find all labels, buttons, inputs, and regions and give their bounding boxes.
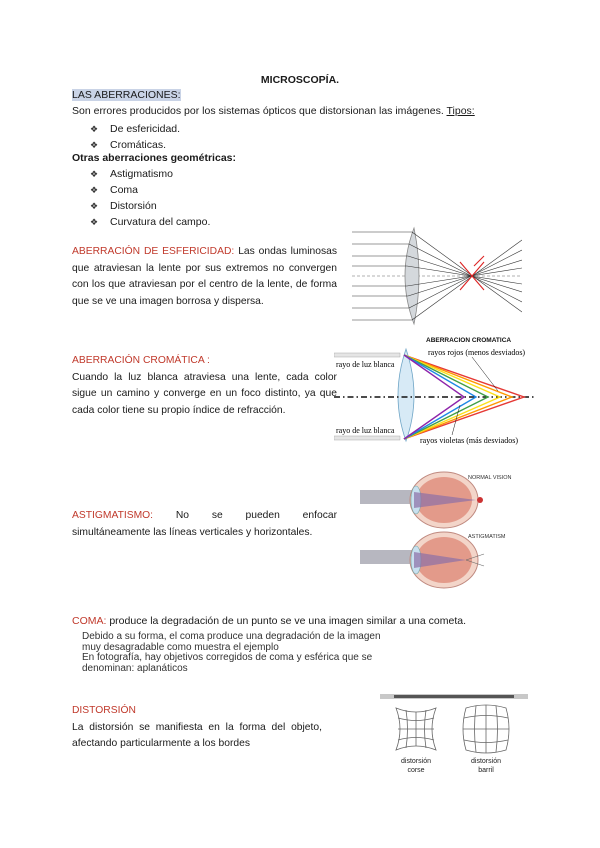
tipos-label: Tipos:	[446, 105, 475, 117]
astigmatismo-section	[72, 508, 337, 541]
distorsion-text: La distorsión se manifiesta en la forma del objeto, afectando particularmente a los bordes	[72, 721, 322, 749]
coma-text: produce la degradación de un punto se ve una imagen similar a una cometa.	[109, 615, 466, 627]
astigmatismo-text: No se pueden enfocar simultáneamente las líneas verticales y horizontales.	[72, 510, 337, 538]
distorsion-corse-grid	[396, 708, 436, 750]
rayos-rojos-label: rayos rojos (menos desviados)	[428, 348, 526, 357]
esfericidad-diagram	[352, 222, 522, 326]
coma-quote-line: En fotografía, hay objetivos corregidos de coma y esférica que se	[82, 652, 373, 663]
list-item: ❖ De esfericidad.	[78, 121, 180, 137]
rayo-blanca-top-label: rayo de luz blanca	[336, 360, 395, 369]
diamond-bullet-icon: ❖	[89, 216, 99, 227]
otras-heading: Otras aberraciones geométricas:	[72, 152, 236, 164]
intro-text: Son errores producidos por los sistemas ópticos que distorsionan las imágenes.	[72, 105, 444, 117]
astigmatismo-heading: ASTIGMATISMO:	[72, 510, 154, 521]
list-item: ❖ Coma	[78, 182, 210, 198]
cromatica-figure-title: ABERRACION CROMATICA	[426, 337, 512, 344]
cromatica-heading: ABERRACIÓN CROMÁTICA :	[72, 355, 210, 366]
distorsion-heading: DISTORSIÓN	[72, 705, 136, 716]
list-item: ❖ Astigmatismo	[78, 166, 210, 182]
esfericidad-heading: ABERRACIÓN DE ESFERICIDAD:	[72, 246, 235, 257]
aberraciones-intro	[72, 105, 532, 117]
distorsion-corse-label-2: corse	[407, 767, 425, 774]
list-item: ❖ Distorsión	[78, 198, 210, 214]
astigmatismo-diagram	[344, 470, 530, 600]
coma-heading: COMA:	[72, 615, 107, 627]
cromatica-section	[72, 353, 337, 419]
page-title: MICROSCOPÍA.	[260, 74, 340, 86]
cromatica-diagram	[334, 333, 534, 445]
rayo-blanca-bottom-label: rayo de luz blanca	[336, 426, 395, 435]
diamond-bullet-icon: ❖	[89, 139, 99, 150]
diamond-bullet-icon: ❖	[89, 200, 99, 211]
coma-quote-line: muy desagradable como muestra el ejemplo	[82, 641, 279, 653]
diamond-bullet-icon: ❖	[89, 168, 99, 179]
rayos-violetas-label: rayos violetas (más desviados)	[420, 436, 518, 445]
distorsion-diagram	[380, 694, 528, 776]
diamond-bullet-icon: ❖	[89, 123, 99, 134]
distorsion-barril-grid	[463, 705, 509, 753]
tipos-list	[78, 121, 180, 153]
aberraciones-heading: LAS ABERRACIONES:	[72, 89, 181, 101]
distorsion-barril-label-2: barril	[478, 767, 494, 774]
esfericidad-text: Las ondas luminosas que atraviesan la lente por sus extremos no convergen con los que atraviesan por el centro de la lente, de forma que se ve una imagen borrosa y dispersa.	[72, 246, 337, 307]
coma-quote-line: denominan: aplanáticos	[82, 662, 188, 674]
esfericidad-section	[72, 244, 337, 310]
coma-section	[72, 615, 542, 627]
otras-list	[78, 166, 210, 230]
list-item: ❖ Curvatura del campo.	[78, 214, 210, 230]
distorsion-section	[72, 703, 322, 753]
astigmatism-label: ASTIGMATISM	[468, 534, 506, 540]
cromatica-text: Cuando la luz blanca atraviesa una lente, cada color sigue un camino y converge en un foco distinto, ya que cada color tiene su propio índice de refracción.	[72, 371, 337, 416]
diamond-bullet-icon: ❖	[89, 184, 99, 195]
normal-vision-label: NORMAL VISION	[468, 475, 512, 481]
coma-quote-line: Debido a su forma, el coma produce una degradación de la imagen	[82, 631, 381, 642]
distorsion-barril-label: distorsión	[471, 758, 501, 765]
list-item: ❖ Cromáticas.	[78, 137, 180, 153]
coma-quote	[82, 632, 482, 674]
distorsion-corse-label: distorsión	[401, 758, 431, 765]
